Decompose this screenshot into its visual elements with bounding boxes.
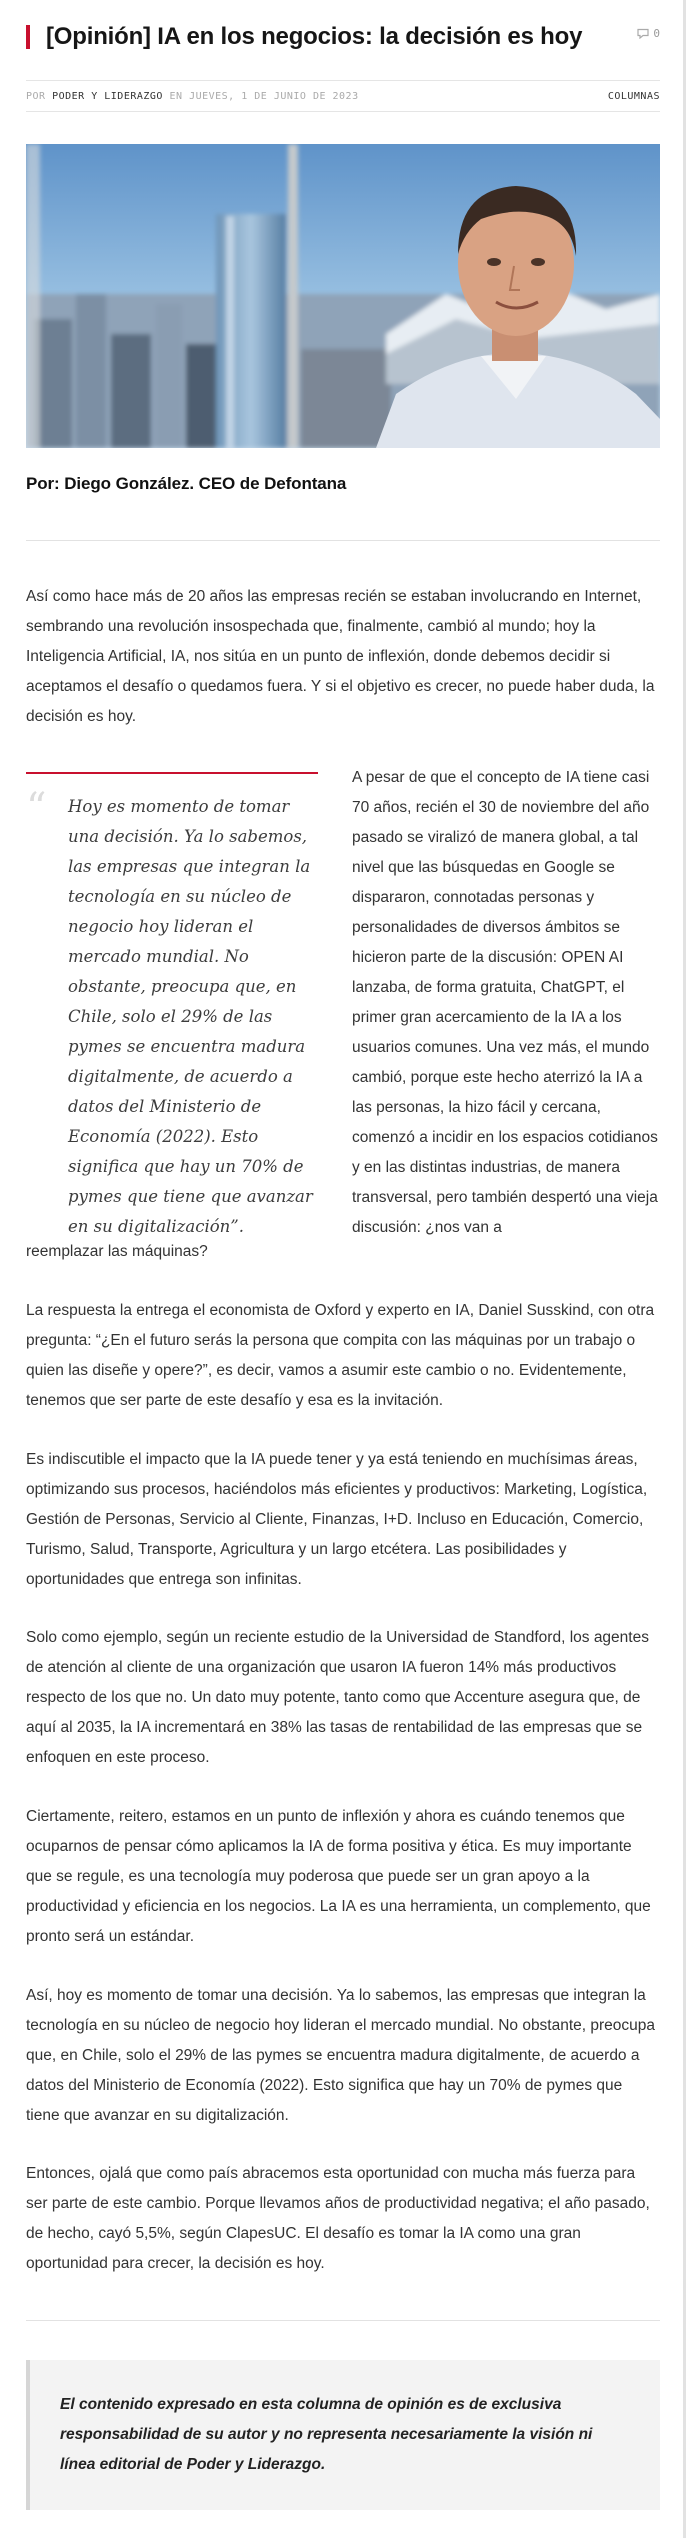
article-title: [Opinión] IA en los negocios: la decisión es hoy [46, 23, 583, 50]
paragraph-closing: Entonces, ojalá que como país abracemos esta oportunidad con mucha más fuerza para ser parte de este cambio. Porque llevamos años de productividad negativa; el año pasado, de hecho, cayó 5,5%, según ClapesUC. El desafío es tomar la IA como una gran oportunidad para crecer, la decisión es hoy. [26, 2165, 650, 2272]
meta-category-link[interactable]: COLUMNAS [607, 91, 660, 102]
pullquote [26, 772, 318, 1236]
comment-icon [637, 28, 649, 39]
paragraph-intro: Así como hace más de 20 años las empresas recién se estaban involucrando en Internet, sembrando una revolución insospechada que, finalmente, cambió al mundo; hoy la Inteligencia Artificial, IA, nos sitúa en un punto de inflexión, donde debemos decidir si aceptamos el desafío o quedamos fuera. Y si el objetivo es crecer, no puede haber duda, la decisión es hoy. [26, 588, 655, 725]
disclaimer-box [26, 2360, 660, 2510]
title-accent-bar [26, 25, 30, 49]
paragraph-standford: Solo como ejemplo, según un reciente estudio de la Universidad de Standford, los agentes de atención al cliente de una organización que usaron IA fueron 14% más productivos respecto de los que no. Un dato muy potente, tanto como que Accenture asegura que, de aquí al 2035, la IA incrementará en 38% las tasas de rentabilidad de las empresas que se enfoquen en este proceso. [26, 1629, 649, 1766]
article-meta [26, 80, 660, 112]
hero-image [26, 144, 660, 448]
paragraph-chatgpt-tail: reemplazar las máquinas? [26, 1243, 208, 1260]
paragraph-susskind: La respuesta la entrega el economista de Oxford y experto en IA, Daniel Susskind, con otra pregunta: “¿En el futuro serás la persona que compita con las máquinas por un trabajo o quien las diseñe y opere?”, es decir, vamos a asumir este cambio o no. Evidentemente, tenemos que ser parte de este desafío y esa es la invitación. [26, 1302, 655, 1409]
pullquote-text: Hoy es momento de tomar una decisión. Ya lo sabemos, las empresas que integran la tecnología en su núcleo de negocio hoy lideran el mercado mundial. No obstante, preocupa que, en Chile, solo el 29% de las pymes se encuentra madura digitalmente, de acuerdo a datos del Ministerio de Economía (2022). Esto significa que hay un 70% de pymes que tiene que avanzar en su digitalización”. [68, 797, 313, 1236]
pullquote-accent-line [26, 772, 318, 774]
quote-mark-icon: “ [26, 785, 47, 831]
meta-author-link[interactable]: PODER Y LIDERAZGO [52, 91, 163, 102]
paragraph-impact: Es indiscutible el impacto que la IA puede tener y ya está teniendo en muchísimas áreas, optimizando sus procesos, haciéndolos más eficientes y productivos: Marketing, Logística, Gestión de Personas, Servicio al Cliente, Finanzas, I+D. Incluso en Educación, Comercio, Turismo, Salud, Transporte, Agricultura y un largo etcétera. Las posibilidades y oportunidades que entrega son infinitas. [26, 1451, 648, 1588]
meta-left [26, 91, 359, 102]
meta-date: JUEVES, 1 DE JUNIO DE 2023 [189, 91, 359, 102]
footer-divider [26, 2320, 660, 2321]
hero-photo-illustration [26, 144, 660, 448]
meta-by-prefix: POR [26, 91, 46, 102]
paragraph-decision: Así, hoy es momento de tomar una decisión. Ya lo sabemos, las empresas que integran la tecnología en su núcleo de negocio hoy lideran el mercado mundial. No obstante, preocupa que, en Chile, solo el 29% de las pymes se encuentra madura digitalmente, de acuerdo a datos del Ministerio de Economía (2022). Esto significa que hay un 70% de pymes que tiene que avanzar en su digitalización. [26, 1987, 656, 2124]
paragraph-chatgpt: A pesar de que el concepto de IA tiene casi 70 años, recién el 30 de noviembre del año pasado se viralizó de manera global, a tal nivel que las búsquedas en Google se dispararon, connotadas personas y personalidades de diversos ámbitos se hicieron parte de la discusión: OPEN AI lanzaba, de forma gratuita, ChatGPT, el primer gran acercamiento de la IA a los usuarios comunes. Una vez más, el mundo cambió, porque este hecho aterrizó la IA a las personas, la hizo fácil y cercana, comenzó a incidir en los espacios cotidianos y en las distintas industrias, de manera transversal, pero también despertó una vieja discusión: ¿nos van a [352, 769, 658, 1236]
article-header [26, 22, 660, 56]
paragraph-ethics: Ciertamente, reitero, estamos en un punto de inflexión y ahora es cuándo tenemos que ocuparnos de pensar cómo aplicamos la IA de forma positiva y ética. Es muy importante que se regule, es una tecnología muy poderosa que puede ser un gran apoyo a la productividad y eficiencia en los negocios. La IA es una herramienta, un complemento, que pronto será un estándar. [26, 1808, 651, 1945]
meta-date-prefix: EN [169, 91, 183, 102]
article-byline: Por: Diego González. CEO de Defontana [26, 474, 347, 493]
comments-count: 0 [653, 27, 660, 40]
comments-link[interactable] [637, 27, 660, 40]
byline-divider [26, 540, 660, 541]
disclaimer-text: El contenido expresado en esta columna de opinión es de exclusiva responsabilidad de su autor y no representa necesariamente la visión ni línea editorial de Poder y Liderazgo. [60, 2396, 593, 2473]
